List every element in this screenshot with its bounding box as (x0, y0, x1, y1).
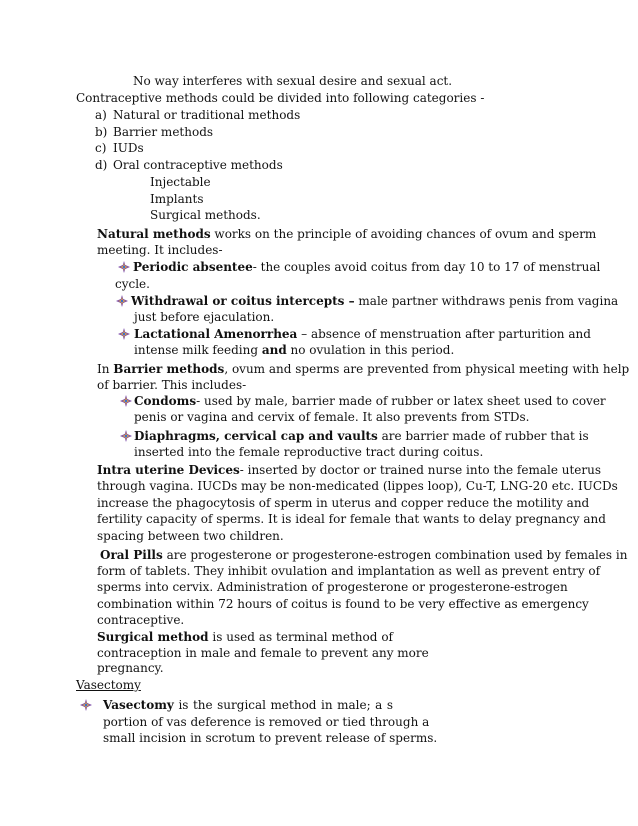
vasectomy-title: Vasectomy (103, 698, 174, 712)
barrier-methods-line2: of barrier. This includes- (97, 378, 247, 392)
oral-line4: combination within 72 hours of coitus is found to be very effective as emergency (97, 597, 589, 611)
sub-category-injectable: Injectable (150, 175, 211, 189)
category-d: Oral contraceptive methods (113, 158, 283, 172)
bullet-icon (118, 328, 130, 340)
category-c-marker: c) (95, 141, 107, 155)
diaphragms-line2: inserted into the female reproductive tract during coitus. (134, 445, 484, 459)
bullet-icon (120, 430, 132, 442)
vasectomy-line2: portion of vas deference is removed or tied through a (103, 715, 430, 729)
diaphragms-text: are barrier made of rubber that is (377, 429, 589, 443)
surgical-line3: pregnancy. (97, 661, 164, 675)
category-b: Barrier methods (113, 125, 214, 139)
lactational-line2 (134, 342, 454, 358)
bullet-icon (116, 295, 128, 307)
intro-line: Contraceptive methods could be divided into following categories - (76, 91, 485, 105)
barrier-methods-text: , ovum and sperms are prevented from physical meeting with help (224, 362, 630, 376)
oral-line5: contraceptive. (97, 613, 185, 627)
iud-title: Intra uterine Devices (97, 463, 240, 477)
surgical-text: is used as terminal method of (208, 630, 393, 644)
lactational-line2-pre: intense milk feeding (134, 343, 262, 357)
lactational-para (134, 326, 591, 342)
sub-category-implants: Implants (150, 192, 204, 206)
iud-text: - inserted by doctor or trained nurse into the female uterus (239, 463, 602, 477)
barrier-methods-title: Barrier methods (113, 362, 225, 376)
lactational-text: – absence of menstruation after parturition and (297, 327, 591, 341)
barrier-pre: In (97, 362, 114, 376)
iud-line1 (97, 462, 602, 478)
natural-methods-text: works on the principle of avoiding chances of ovum and sperm (210, 227, 597, 241)
withdrawal-title: Withdrawal or coitus intercepts – (131, 294, 355, 308)
bullet-icon (80, 699, 92, 711)
category-b-marker: b) (95, 125, 108, 139)
iud-line4: fertility capacity of sperms. It is ideal for female that wants to delay pregnancy and (97, 512, 606, 526)
surgical-line1 (97, 629, 393, 645)
diaphragms-title: Diaphragms, cervical cap and vaults (134, 429, 378, 443)
top-line: No way interferes with sexual desire and sexual act. (133, 74, 453, 88)
periodic-absentee-line2: cycle. (115, 277, 150, 291)
natural-methods-line2: meeting. It includes- (97, 243, 223, 257)
bullet-icon (120, 395, 132, 407)
withdrawal-text: male partner withdraws penis from vagina (354, 294, 619, 308)
vasectomy-line3: small incision in scrotum to prevent release of sperms. (103, 731, 438, 745)
category-a: Natural or traditional methods (113, 108, 301, 122)
category-c: IUDs (113, 141, 144, 155)
lactational-title: Lactational Amenorrhea (134, 327, 298, 341)
oral-title: Oral Pills (100, 548, 163, 562)
lactational-line2-post: no ovulation in this period. (286, 343, 455, 357)
surgical-title: Surgical method (97, 630, 209, 644)
bullet-icon (118, 261, 130, 273)
vasectomy-heading: Vasectomy (76, 678, 141, 692)
vasectomy-text: is the surgical method in male; a s (173, 698, 393, 712)
oral-line1 (100, 547, 628, 563)
periodic-absentee-title: Periodic absentee (133, 260, 253, 274)
condoms-para (134, 393, 606, 409)
withdrawal-line2: just before ejaculation. (134, 310, 275, 324)
condoms-title: Condoms (134, 394, 197, 408)
diaphragms-para (134, 428, 589, 444)
category-d-marker: d) (95, 158, 108, 172)
periodic-absentee-text: - the couples avoid coitus from day 10 to 17 of menstrual (252, 260, 601, 274)
lactational-line2-bold: and (261, 343, 287, 357)
surgical-line2: contraception in male and female to prevent any more (97, 646, 429, 660)
vasectomy-line1 (103, 697, 393, 713)
periodic-absentee-para (133, 259, 601, 275)
iud-line5: spacing between two children. (97, 529, 284, 543)
condoms-text: - used by male, barrier made of rubber or latex sheet used to cover (196, 394, 606, 408)
barrier-methods-para (97, 361, 630, 377)
iud-line3: increase the phagocytosis of sperm in uterus and copper reduce the motility and (97, 496, 590, 510)
oral-line2: form of tablets. They inhibit ovulation and implantation as well as prevent entry of (97, 564, 601, 578)
natural-methods-title: Natural methods (97, 227, 211, 241)
category-a-marker: a) (95, 108, 107, 122)
oral-line3: sperms into cervix. Administration of progesterone or progesterone-estrogen (97, 580, 568, 594)
natural-methods-para (97, 226, 597, 242)
withdrawal-para (131, 293, 618, 309)
iud-line2: through vagina. IUCDs may be non-medicated (lippes loop), Cu-T, LNG-20 etc. IUCDs (97, 479, 618, 493)
oral-text: are progesterone or progesterone-estrogen combination used by females in (162, 548, 628, 562)
sub-category-surgical: Surgical methods. (150, 208, 261, 222)
condoms-line2: penis or vagina and cervix of female. It also prevents from STDs. (134, 410, 530, 424)
